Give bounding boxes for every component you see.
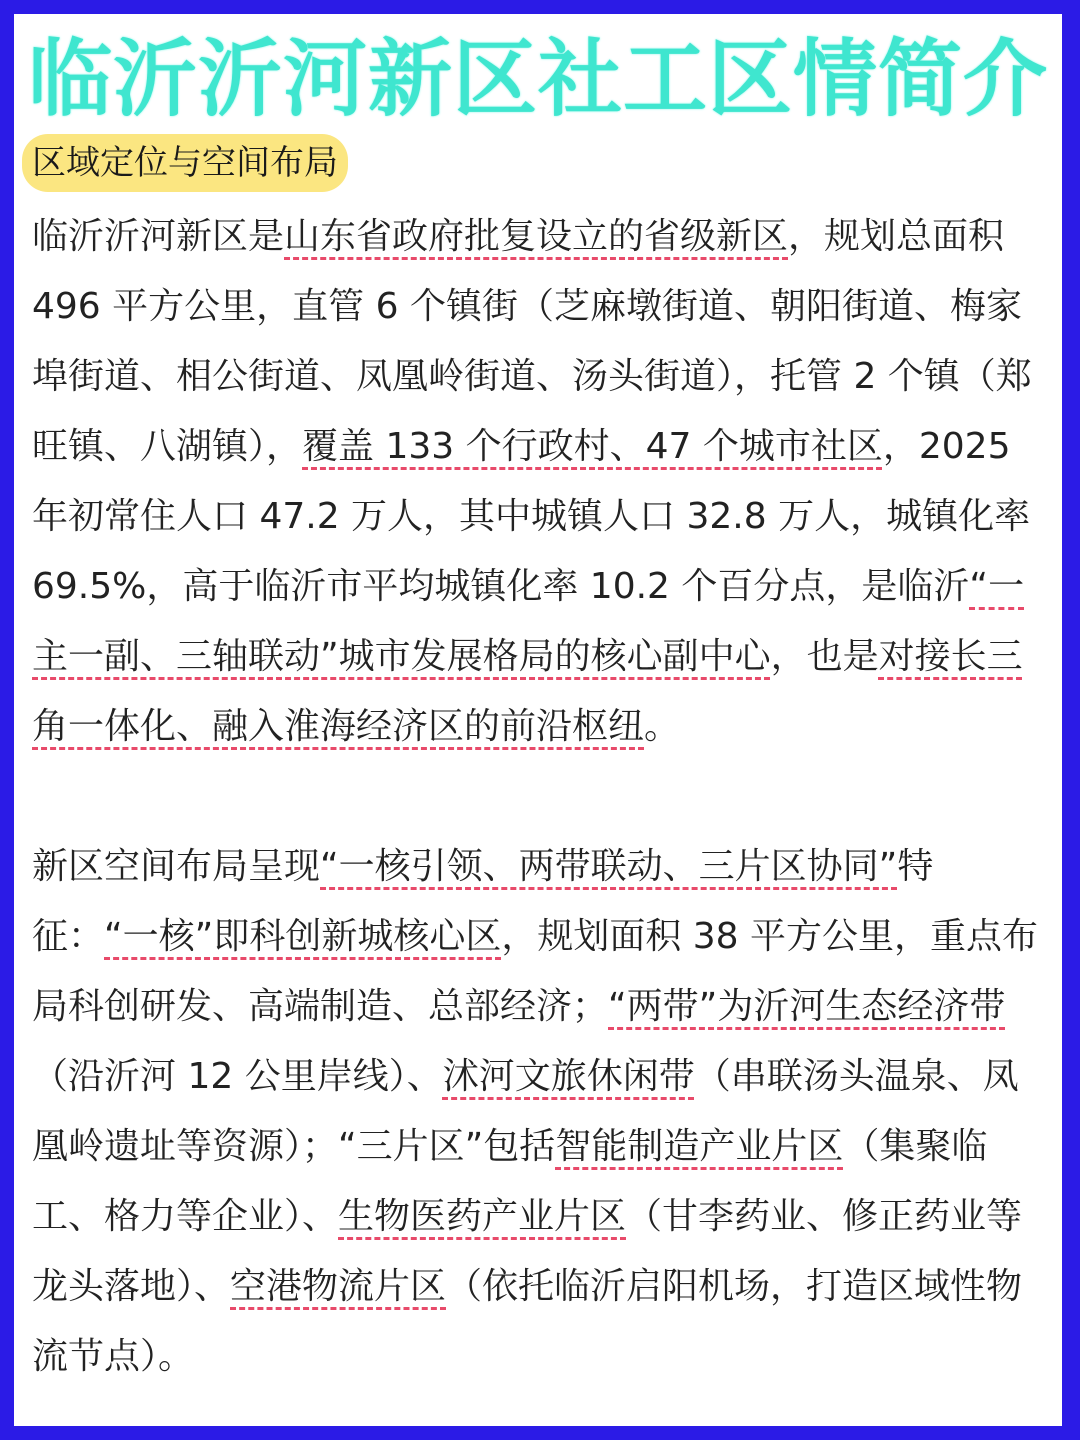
text-segment: （依托临沂启阳机场，打造区域性物流节点）。 xyxy=(32,1266,1023,1377)
underlined-phrase: “一核引领、两带联动、三片区协同” xyxy=(320,846,898,887)
text-segment: ，2025 年初常住人口 47.2 万人，其中城镇人口 32.8 万人，城镇化率 69.5%，高于临沂市平均城镇化率 10.2 个百分点，是临沂 xyxy=(32,426,1031,607)
underlined-phrase: 山东省政府批复设立的省级新区 xyxy=(284,216,789,257)
text-segment: ，规划总面积 496 平方公里，直管 6 个镇街（芝麻墩街道、朝阳街道、梅家埠街道、相公街道、凤凰岭街道、汤头街道），托管 2 个镇（郑旺镇、八湖镇）， xyxy=(32,216,1032,467)
paragraph-location xyxy=(32,202,1050,762)
text-segment: ，规划面积 38 平方公里，重点布局科创研发、高端制造、总部经济； xyxy=(32,916,1039,1027)
text-segment: （沿沂河 12 公里岸线）、 xyxy=(32,1056,443,1097)
page-title: 临沂沂河新区社工区情简介 xyxy=(27,30,1048,128)
paragraph-layout xyxy=(32,832,1050,1392)
text-segment: （串联汤头温泉、凤凰岭遗址等资源）；“三片区”包括 xyxy=(32,1056,1019,1167)
underlined-phrase: 生物医药产业片区 xyxy=(338,1196,627,1237)
underlined-phrase: 智能制造产业片区 xyxy=(555,1126,844,1167)
text-segment: 。 xyxy=(644,706,681,747)
text-segment: 新区空间布局呈现 xyxy=(32,846,321,887)
underlined-phrase: 覆盖 133 个行政村、47 个城市社区 xyxy=(302,426,883,467)
text-segment: 特征： xyxy=(32,846,934,957)
underlined-phrase: 对接长三角一体化、融入淮海经济区的前沿枢纽 xyxy=(32,636,1023,747)
content-card xyxy=(14,14,1062,1426)
text-segment: （集聚临工、格力等企业）、 xyxy=(32,1126,988,1237)
text-segment: （甘李药业、修正药业等龙头落地）、 xyxy=(32,1196,1023,1307)
underlined-phrase: “一主一副、三轴联动”城市发展格局的核心副中心 xyxy=(32,566,1025,677)
underlined-phrase: 空港物流片区 xyxy=(230,1266,447,1307)
underlined-phrase: 沭河文旅休闲带 xyxy=(442,1056,695,1097)
underlined-phrase: “两带”为沂河生态经济带 xyxy=(608,986,1006,1027)
underlined-phrase: “一核”即科创新城核心区 xyxy=(104,916,502,957)
section-heading: 区域定位与空间布局 xyxy=(22,134,348,192)
text-segment: ，也是 xyxy=(770,636,879,677)
text-segment: 临沂沂河新区是 xyxy=(32,216,285,257)
